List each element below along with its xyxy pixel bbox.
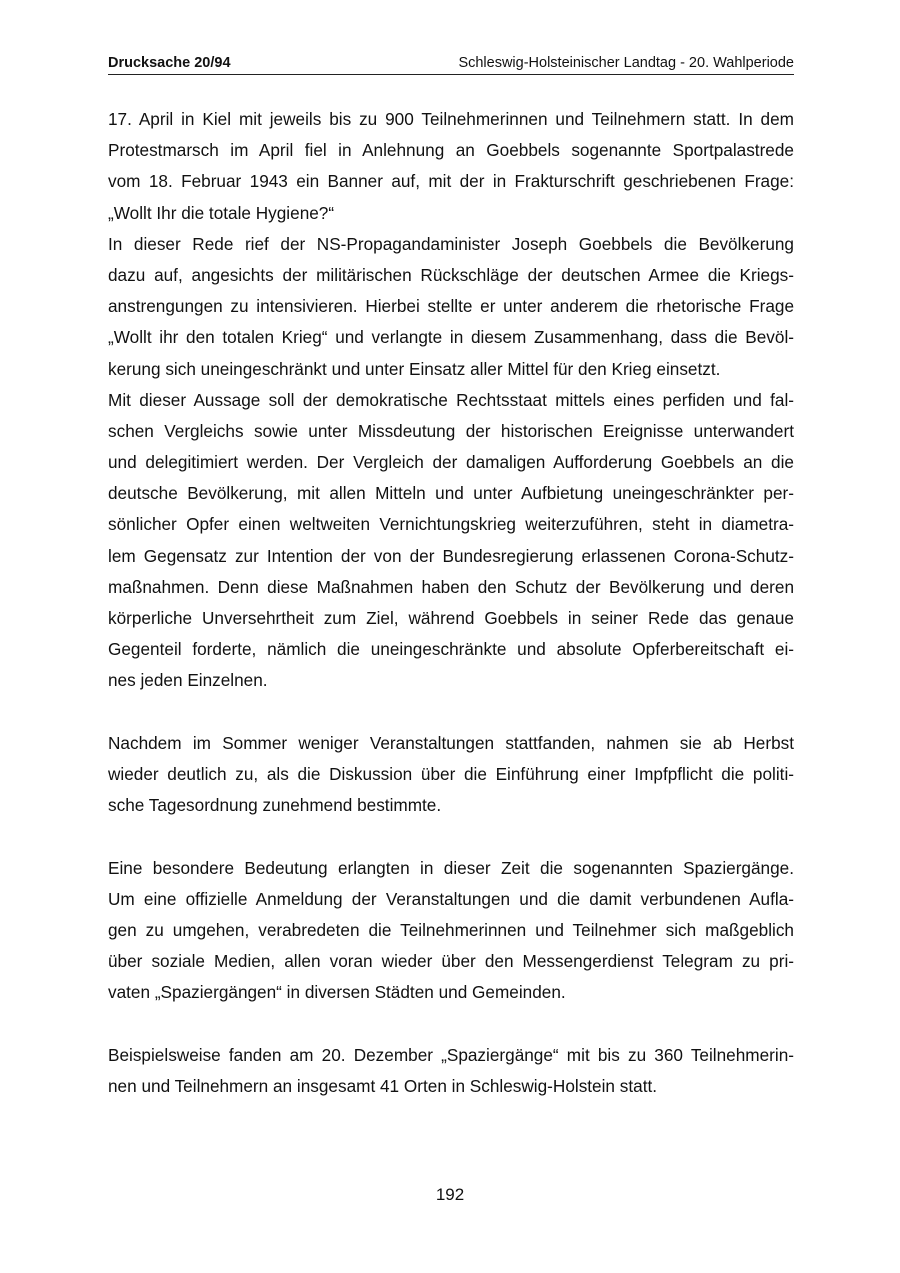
paragraph-gap (108, 1008, 794, 1039)
text-line: und delegitimiert werden. Der Vergleich der damaligen Aufforderung Goebbels an die (108, 452, 794, 473)
text-line: körperliche Unversehrtheit zum Ziel, während Goebbels in seiner Rede das genaue (108, 608, 794, 628)
document-number: Drucksache 20/94 (108, 55, 231, 71)
text-line: sönlicher Opfer einen weltweiten Vernichtungskrieg weiterzuführen, steht in diametra- (108, 514, 794, 535)
text-line: nen und Teilnehmern an insgesamt 41 Orten in Schleswig-Holstein statt. (108, 1075, 658, 1096)
text-line: „Wollt ihr den totalen Krieg“ und verlangte in diesem Zusammenhang, dass die Bevöl- (108, 327, 794, 348)
text-line: anstrengungen zu intensivieren. Hierbei stellte er unter anderem die rhetorische Frage (108, 296, 794, 317)
text-line: dazu auf, angesichts der militärischen Rückschläge der deutschen Armee die Kriegs- (108, 264, 794, 285)
text-line: In dieser Rede rief der NS-Propagandaminister Joseph Goebbels die Bevölkerung (108, 233, 794, 254)
page-number: 192 (435, 1185, 465, 1204)
text-line: Nachdem im Sommer weniger Veranstaltungen stattfanden, nahmen sie ab Herbst (108, 732, 794, 753)
parliament-period: Schleswig-Holsteinischer Landtag - 20. Wahlperiode (458, 55, 794, 71)
text-line: sche Tagesordnung zunehmend bestimmte. (108, 795, 442, 816)
text-line: nes jeden Einzelnen. (108, 670, 268, 691)
text-line: deutsche Bevölkerung, mit allen Mitteln und unter Aufbietung uneingeschränkter per- (108, 483, 794, 504)
text-line: lem Gegensatz zur Intention der von der Bundesregierung erlassenen Corona-Schutz- (108, 545, 794, 566)
paragraph-gap (108, 821, 794, 852)
text-line: Beispielsweise fanden am 20. Dezember „Spaziergänge“ mit bis zu 360 Teilnehmerin- (108, 1044, 794, 1065)
text-line: 17. April in Kiel mit jeweils bis zu 900 Teilnehmerinnen und Teilnehmern statt. In dem (108, 109, 794, 129)
text-line: Mit dieser Aussage soll der demokratische Rechtsstaat mittels eines perfiden und fal- (108, 389, 794, 410)
text-line: schen Vergleichs sowie unter Missdeutung der historischen Ereignisse unterwandert (108, 420, 794, 441)
body-text (108, 104, 794, 1102)
text-line: Eine besondere Bedeutung erlangten in dieser Zeit die sogenannten Spaziergänge. (108, 857, 794, 878)
text-line: kerung sich uneingeschränkt und unter Einsatz aller Mittel für den Krieg einsetzt. (108, 358, 721, 379)
text-line: wieder deutlich zu, als die Diskussion über die Einführung einer Impfpflicht die politi- (108, 763, 794, 784)
text-line: „Wollt Ihr die totale Hygiene?“ (108, 202, 335, 223)
text-line: vaten „Spaziergängen“ in diversen Städten und Gemeinden. (108, 982, 566, 1003)
text-line: vom 18. Februar 1943 ein Banner auf, mit der in Frakturschrift geschriebenen Frage: (108, 171, 794, 192)
page-header (108, 54, 794, 75)
text-line: gen zu umgehen, verabredeten die Teilnehmerinnen und Teilnehmer sich maßgeblich (108, 919, 794, 940)
text-line: maßnahmen. Denn diese Maßnahmen haben den Schutz der Bevölkerung und deren (108, 576, 794, 597)
text-line: über soziale Medien, allen voran wieder über den Messengerdienst Telegram zu pri- (108, 951, 794, 972)
paragraph-gap (108, 697, 794, 728)
text-line: Gegenteil forderte, nämlich die uneingeschränkte und absolute Opferbereitschaft ei- (108, 639, 794, 660)
text-line: Um eine offizielle Anmeldung der Veranstaltungen und die damit verbundenen Aufla- (108, 888, 794, 909)
text-line: Protestmarsch im April fiel in Anlehnung an Goebbels sogenannte Sportpalastrede (108, 140, 794, 161)
